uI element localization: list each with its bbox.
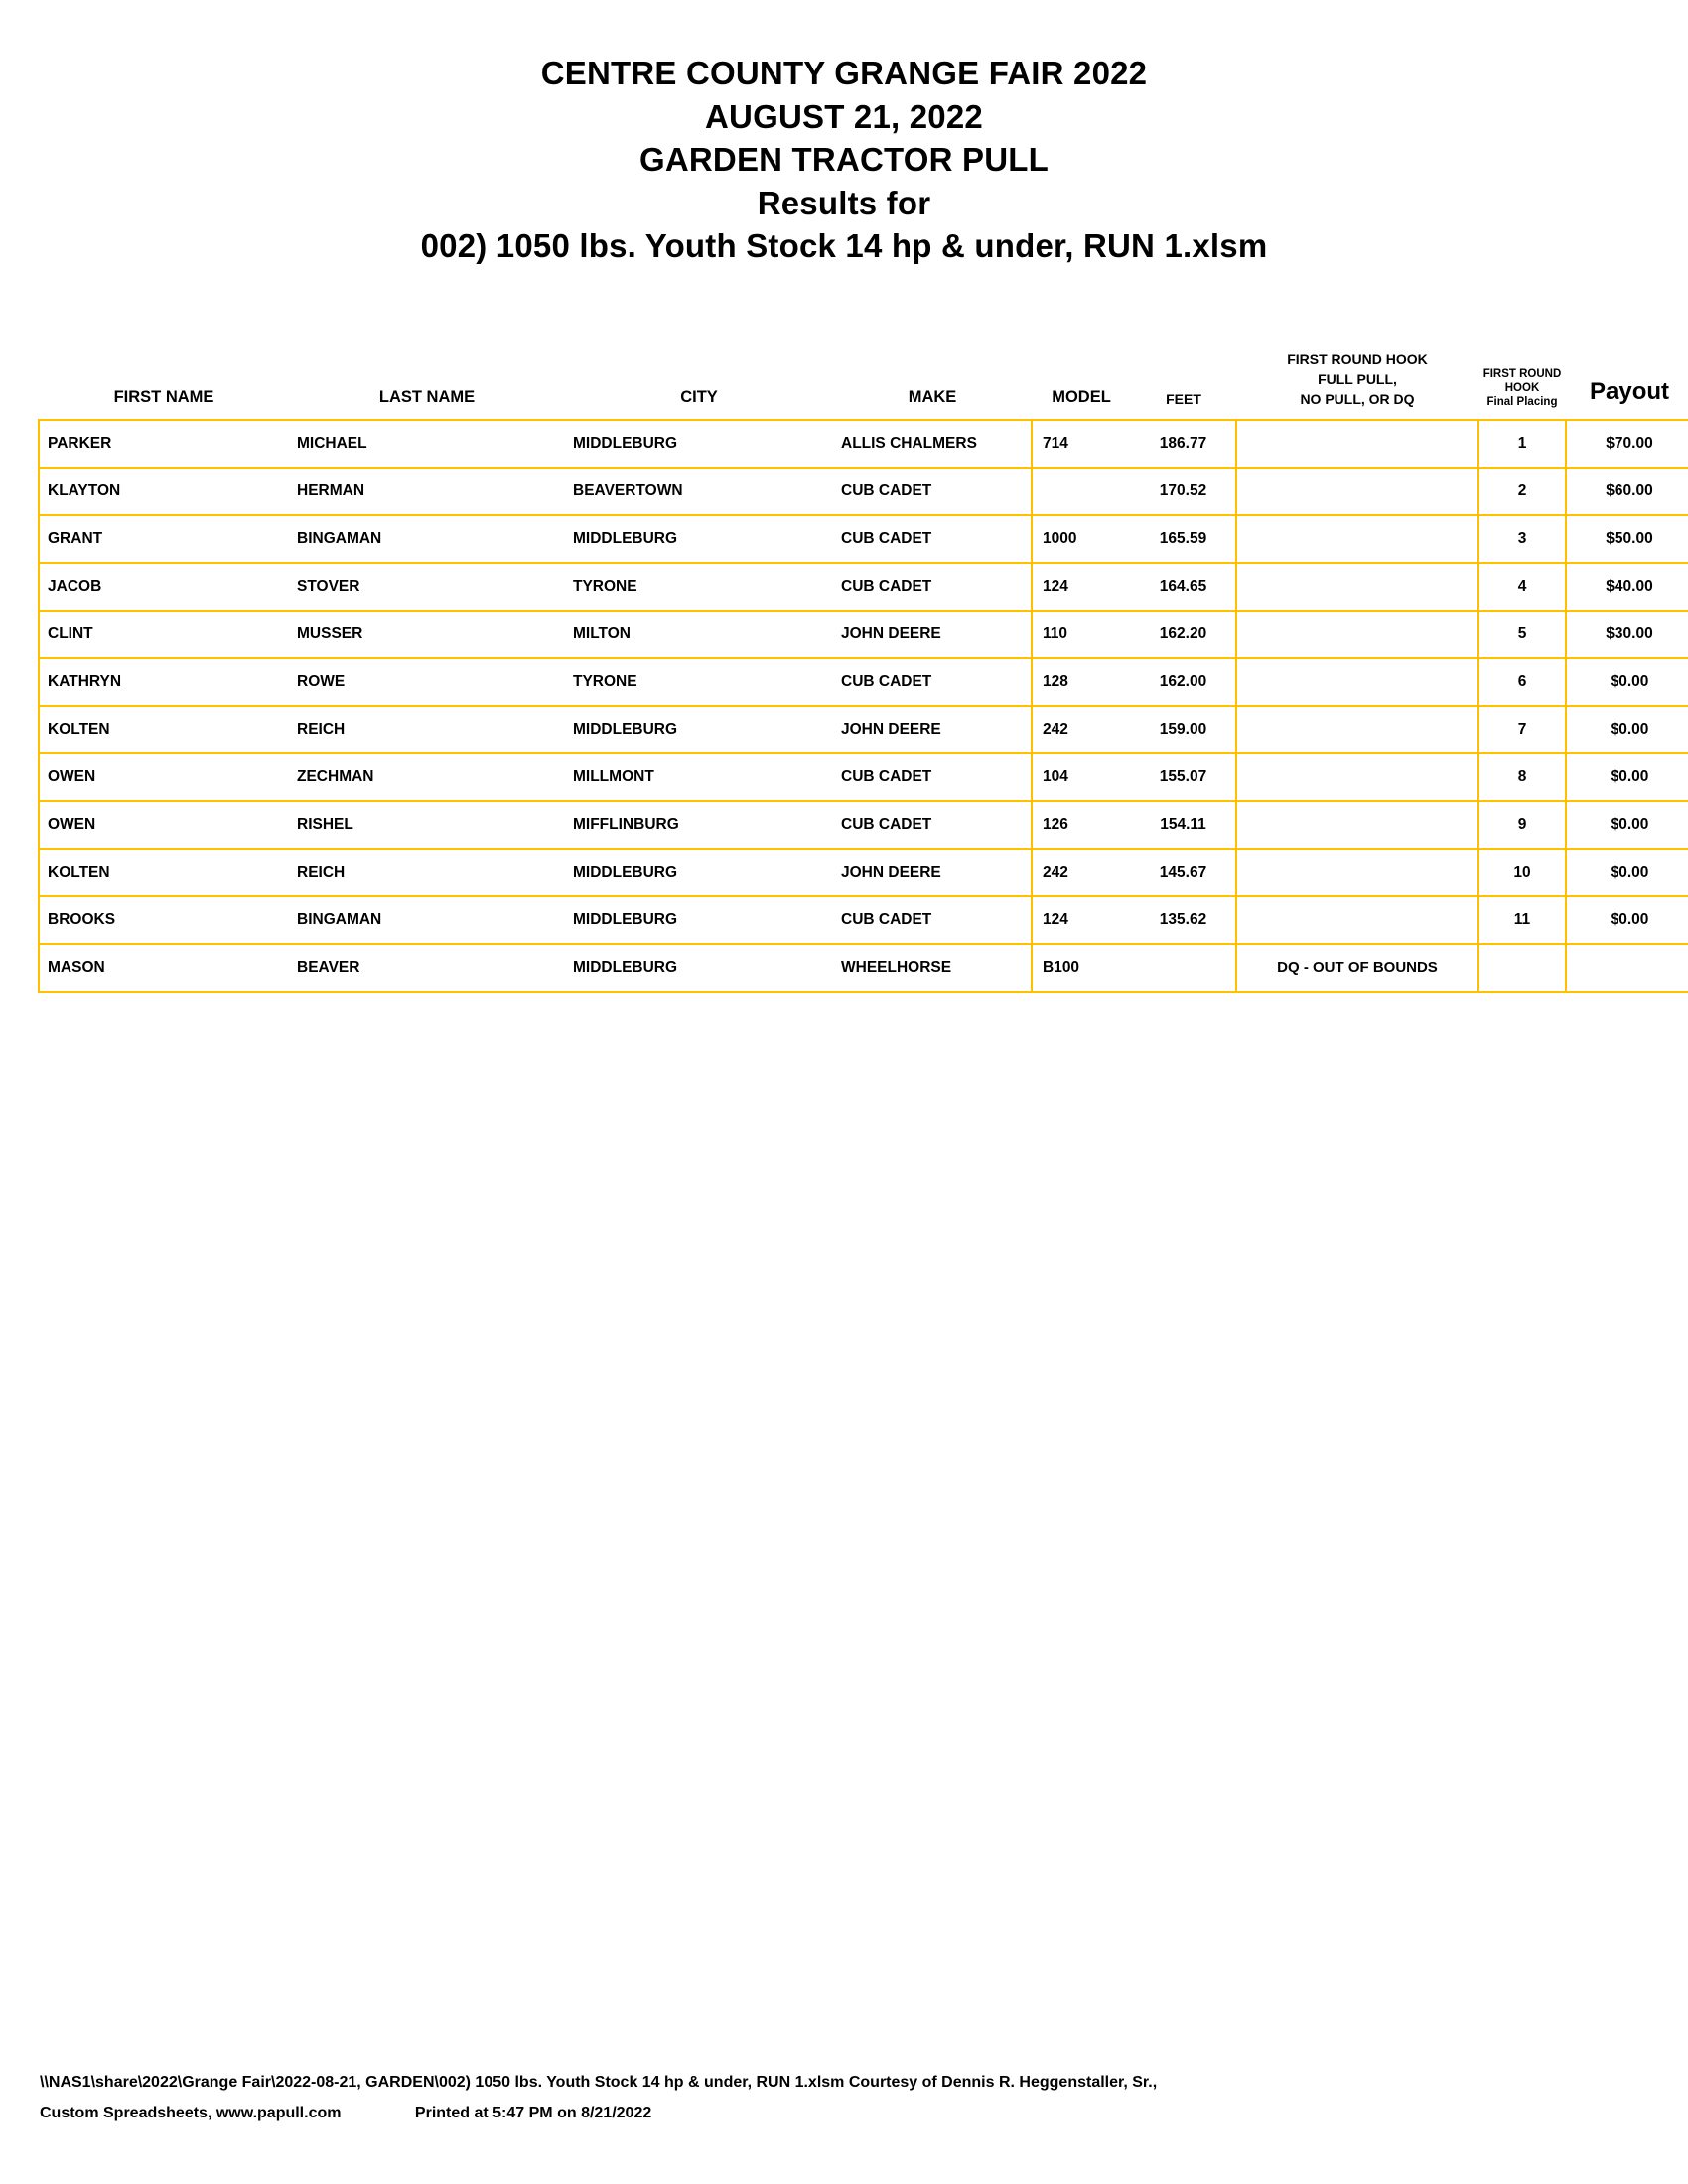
- cell-final-placing: 9: [1478, 801, 1566, 849]
- document-footer: [40, 2068, 1648, 2128]
- cell-payout: $30.00: [1566, 611, 1688, 658]
- cell-feet: 170.52: [1131, 468, 1236, 515]
- cell-feet: 186.77: [1131, 420, 1236, 468]
- cell-first-name: GRANT: [39, 515, 289, 563]
- cell-last-name: BINGAMAN: [289, 896, 565, 944]
- table-row: [39, 468, 1688, 515]
- cell-model: 104: [1032, 753, 1131, 801]
- table-row: [39, 944, 1688, 992]
- cell-make: CUB CADET: [833, 753, 1032, 801]
- cell-make: CUB CADET: [833, 468, 1032, 515]
- cell-make: ALLIS CHALMERS: [833, 420, 1032, 468]
- cell-feet: 135.62: [1131, 896, 1236, 944]
- cell-last-name: REICH: [289, 849, 565, 896]
- cell-final-placing: 8: [1478, 753, 1566, 801]
- footer-website: Custom Spreadsheets, www.papull.com: [40, 2104, 342, 2121]
- header-make: MAKE: [908, 387, 957, 406]
- cell-payout: $0.00: [1566, 658, 1688, 706]
- cell-status: [1236, 658, 1478, 706]
- cell-make: CUB CADET: [833, 896, 1032, 944]
- header-place-line2: HOOK: [1504, 381, 1540, 394]
- cell-last-name: MICHAEL: [289, 420, 565, 468]
- cell-model: 124: [1032, 896, 1131, 944]
- cell-feet: 162.00: [1131, 658, 1236, 706]
- cell-feet: 154.11: [1131, 801, 1236, 849]
- cell-last-name: MUSSER: [289, 611, 565, 658]
- footer-credit-line: [40, 2099, 1648, 2128]
- header-city: CITY: [680, 387, 718, 406]
- cell-first-name: OWEN: [39, 753, 289, 801]
- table-row: [39, 753, 1688, 801]
- cell-city: MILTON: [565, 611, 833, 658]
- cell-last-name: BINGAMAN: [289, 515, 565, 563]
- cell-make: JOHN DEERE: [833, 849, 1032, 896]
- title-line-results-for: Results for: [757, 184, 931, 221]
- cell-first-name: KLAYTON: [39, 468, 289, 515]
- cell-status: [1236, 611, 1478, 658]
- cell-feet: [1131, 944, 1236, 992]
- cell-final-placing: 11: [1478, 896, 1566, 944]
- cell-first-name: OWEN: [39, 801, 289, 849]
- cell-city: MIDDLEBURG: [565, 420, 833, 468]
- cell-status: [1236, 706, 1478, 753]
- table-row: [39, 801, 1688, 849]
- cell-make: CUB CADET: [833, 801, 1032, 849]
- table-row: [39, 706, 1688, 753]
- cell-make: CUB CADET: [833, 563, 1032, 611]
- cell-last-name: REICH: [289, 706, 565, 753]
- cell-city: MIFFLINBURG: [565, 801, 833, 849]
- cell-model: 1000: [1032, 515, 1131, 563]
- cell-payout: $50.00: [1566, 515, 1688, 563]
- title-line-fair: CENTRE COUNTY GRANGE FAIR 2022: [540, 55, 1148, 91]
- table-row: [39, 849, 1688, 896]
- cell-feet: 164.65: [1131, 563, 1236, 611]
- cell-model: 110: [1032, 611, 1131, 658]
- cell-status: [1236, 849, 1478, 896]
- title-line-class-file: 002) 1050 lbs. Youth Stock 14 hp & under, RUN 1.xlsm: [420, 227, 1268, 265]
- title-line-event: GARDEN TRACTOR PULL: [638, 141, 1049, 179]
- cell-final-placing: 2: [1478, 468, 1566, 515]
- header-row: [39, 345, 1688, 420]
- cell-city: MIDDLEBURG: [565, 706, 833, 753]
- table-row: [39, 658, 1688, 706]
- cell-final-placing: 7: [1478, 706, 1566, 753]
- cell-payout: $0.00: [1566, 801, 1688, 849]
- cell-payout: $0.00: [1566, 753, 1688, 801]
- cell-first-name: CLINT: [39, 611, 289, 658]
- cell-city: MIDDLEBURG: [565, 944, 833, 992]
- header-first-name: FIRST NAME: [113, 387, 214, 406]
- cell-first-name: KOLTEN: [39, 849, 289, 896]
- header-place-line1: FIRST ROUND: [1482, 367, 1562, 380]
- cell-status: [1236, 468, 1478, 515]
- cell-model: 128: [1032, 658, 1131, 706]
- cell-city: TYRONE: [565, 563, 833, 611]
- cell-last-name: HERMAN: [289, 468, 565, 515]
- cell-city: MILLMONT: [565, 753, 833, 801]
- cell-feet: 165.59: [1131, 515, 1236, 563]
- table-row: [39, 611, 1688, 658]
- cell-city: MIDDLEBURG: [565, 849, 833, 896]
- cell-last-name: STOVER: [289, 563, 565, 611]
- header-place-line3: Final Placing: [1486, 396, 1558, 409]
- cell-first-name: BROOKS: [39, 896, 289, 944]
- cell-first-name: KOLTEN: [39, 706, 289, 753]
- results-table-body: [39, 420, 1688, 992]
- cell-feet: 159.00: [1131, 706, 1236, 753]
- cell-model: B100: [1032, 944, 1131, 992]
- table-row: [39, 896, 1688, 944]
- results-table-wrap: [0, 345, 1688, 993]
- cell-status: [1236, 563, 1478, 611]
- cell-final-placing: [1478, 944, 1566, 992]
- cell-city: BEAVERTOWN: [565, 468, 833, 515]
- cell-make: CUB CADET: [833, 515, 1032, 563]
- cell-model: 714: [1032, 420, 1131, 468]
- table-row: [39, 515, 1688, 563]
- cell-payout: $0.00: [1566, 706, 1688, 753]
- cell-payout: $0.00: [1566, 849, 1688, 896]
- cell-make: JOHN DEERE: [833, 706, 1032, 753]
- header-feet: FEET: [1166, 391, 1201, 408]
- cell-feet: 145.67: [1131, 849, 1236, 896]
- header-status-line2: FULL PULL,: [1318, 371, 1397, 388]
- cell-city: TYRONE: [565, 658, 833, 706]
- cell-final-placing: 4: [1478, 563, 1566, 611]
- cell-first-name: MASON: [39, 944, 289, 992]
- cell-model: 124: [1032, 563, 1131, 611]
- cell-final-placing: 6: [1478, 658, 1566, 706]
- cell-last-name: ZECHMAN: [289, 753, 565, 801]
- cell-first-name: PARKER: [39, 420, 289, 468]
- footer-path-line: \\NAS1\share\2022\Grange Fair\2022-08-21, GARDEN\002) 1050 lbs. Youth Stock 14 hp & under, RUN 1.xlsm Courtesy of Dennis R. Heggenstaller, Sr.,: [40, 2074, 1158, 2092]
- cell-last-name: ROWE: [289, 658, 565, 706]
- cell-model: 242: [1032, 849, 1131, 896]
- cell-model: 126: [1032, 801, 1131, 849]
- cell-payout: $0.00: [1566, 896, 1688, 944]
- cell-city: MIDDLEBURG: [565, 896, 833, 944]
- title-line-date: AUGUST 21, 2022: [705, 97, 983, 135]
- cell-last-name: BEAVER: [289, 944, 565, 992]
- cell-make: CUB CADET: [833, 658, 1032, 706]
- cell-city: MIDDLEBURG: [565, 515, 833, 563]
- results-table: [38, 345, 1688, 993]
- header-first-round-hook-status: [1236, 345, 1478, 420]
- cell-final-placing: 5: [1478, 611, 1566, 658]
- cell-status: [1236, 753, 1478, 801]
- cell-payout: $70.00: [1566, 420, 1688, 468]
- cell-first-name: JACOB: [39, 563, 289, 611]
- cell-final-placing: 3: [1478, 515, 1566, 563]
- cell-final-placing: 10: [1478, 849, 1566, 896]
- header-last-name: LAST NAME: [378, 387, 476, 406]
- header-status-line1: FIRST ROUND HOOK: [1287, 350, 1428, 367]
- cell-status: [1236, 896, 1478, 944]
- cell-status: [1236, 515, 1478, 563]
- cell-last-name: RISHEL: [289, 801, 565, 849]
- table-row: [39, 420, 1688, 468]
- footer-printed-timestamp: Printed at 5:47 PM on 8/21/2022: [414, 2104, 652, 2121]
- cell-make: WHEELHORSE: [833, 944, 1032, 992]
- table-row: [39, 563, 1688, 611]
- document-title-block: [0, 0, 1688, 268]
- cell-feet: 162.20: [1131, 611, 1236, 658]
- cell-model: 242: [1032, 706, 1131, 753]
- cell-status: [1236, 420, 1478, 468]
- header-model: MODEL: [1052, 387, 1111, 406]
- cell-payout: $40.00: [1566, 563, 1688, 611]
- cell-feet: 155.07: [1131, 753, 1236, 801]
- cell-payout: $60.00: [1566, 468, 1688, 515]
- results-table-head: [39, 345, 1688, 420]
- cell-first-name: KATHRYN: [39, 658, 289, 706]
- cell-make: JOHN DEERE: [833, 611, 1032, 658]
- cell-final-placing: 1: [1478, 420, 1566, 468]
- cell-model: [1032, 468, 1131, 515]
- cell-payout: [1566, 944, 1688, 992]
- cell-status: [1236, 801, 1478, 849]
- cell-status: DQ - OUT OF BOUNDS: [1236, 944, 1478, 992]
- header-status-line3: NO PULL, OR DQ: [1300, 391, 1415, 408]
- header-payout: Payout: [1589, 377, 1669, 405]
- header-final-placing: [1478, 345, 1566, 420]
